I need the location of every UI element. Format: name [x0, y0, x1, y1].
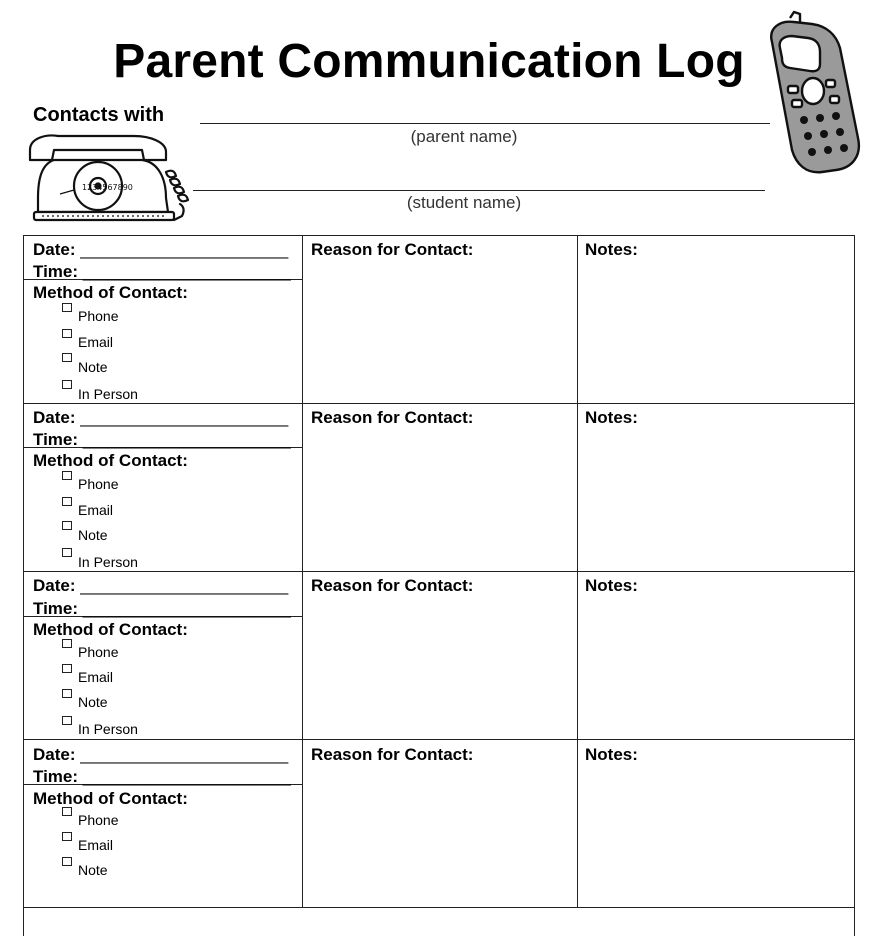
date-label: Date:: [33, 576, 76, 595]
page-title: Parent Communication Log: [113, 35, 745, 88]
parent-name-line[interactable]: [200, 123, 770, 124]
option-phone-label: Phone: [78, 812, 119, 828]
parent-name-caption: (parent name): [410, 127, 518, 146]
checkbox-email[interactable]: [62, 832, 72, 841]
time-label: Time:: [33, 767, 79, 786]
option-email-label: Email: [78, 837, 114, 853]
notes-label: Notes:: [585, 240, 638, 259]
method-of-contact-label: Method of Contact:: [33, 789, 188, 808]
rotary-phone-icon: [26, 128, 196, 226]
date-field[interactable]: [33, 745, 288, 765]
date-label: Date:: [33, 745, 76, 764]
time-field[interactable]: [33, 767, 291, 787]
cell-phone-icon: [766, 8, 862, 178]
log-table: [23, 235, 855, 936]
checkbox-in-person[interactable]: [62, 380, 72, 389]
checkbox-note[interactable]: [62, 689, 72, 698]
checkbox-phone[interactable]: [62, 807, 72, 816]
notes-label: Notes:: [585, 576, 638, 595]
checkbox-note[interactable]: [62, 353, 72, 362]
phone-dial-digits: 1234567890: [82, 183, 133, 192]
date-blank[interactable]: ______________________: [80, 576, 289, 595]
cellphone-screen: [780, 36, 820, 71]
contacts-label: Contacts with: [33, 104, 165, 126]
log-entry-2: [24, 404, 854, 572]
cellphone-center-button: [802, 78, 824, 104]
option-email-label: Email: [78, 502, 114, 518]
option-note-label: Note: [78, 862, 108, 878]
notes-label: Notes:: [585, 408, 638, 427]
time-blank[interactable]: ______________________: [82, 599, 291, 618]
time-blank[interactable]: ______________________: [82, 430, 291, 449]
option-in-person-label: In Person: [78, 386, 138, 402]
option-phone-label: Phone: [78, 476, 119, 492]
option-in-person-label: In Person: [78, 721, 138, 737]
date-field[interactable]: [33, 240, 288, 260]
option-note-label: Note: [78, 694, 108, 710]
checkbox-email[interactable]: [62, 664, 72, 673]
checkbox-email[interactable]: [62, 329, 72, 338]
date-label: Date:: [33, 240, 76, 259]
option-note-label: Note: [78, 359, 108, 375]
option-phone-label: Phone: [78, 308, 119, 324]
date-blank[interactable]: ______________________: [80, 240, 289, 259]
time-field[interactable]: [33, 430, 291, 450]
option-phone-label: Phone: [78, 644, 119, 660]
reason-for-contact-label: Reason for Contact:: [311, 745, 474, 764]
time-label: Time:: [33, 430, 79, 449]
time-field[interactable]: [33, 262, 291, 282]
checkbox-email[interactable]: [62, 497, 72, 506]
date-field[interactable]: [33, 576, 288, 596]
option-email-label: Email: [78, 334, 114, 350]
phone-handset: [30, 136, 166, 160]
date-field[interactable]: [33, 408, 288, 428]
option-in-person-label: In Person: [78, 554, 138, 570]
date-blank[interactable]: ______________________: [80, 745, 289, 764]
log-entry-1: [24, 236, 854, 404]
time-field[interactable]: [33, 599, 291, 619]
time-label: Time:: [33, 262, 79, 281]
student-name-line[interactable]: [193, 190, 765, 191]
checkbox-note[interactable]: [62, 857, 72, 866]
method-of-contact-label: Method of Contact:: [33, 620, 188, 639]
checkbox-in-person[interactable]: [62, 548, 72, 557]
method-of-contact-label: Method of Contact:: [33, 451, 188, 470]
option-email-label: Email: [78, 669, 114, 685]
log-entry-4: [24, 740, 854, 908]
student-name-caption: (student name): [406, 193, 522, 212]
date-label: Date:: [33, 408, 76, 427]
option-note-label: Note: [78, 527, 108, 543]
time-blank[interactable]: ______________________: [82, 767, 291, 786]
checkbox-phone[interactable]: [62, 639, 72, 648]
reason-for-contact-label: Reason for Contact:: [311, 408, 474, 427]
method-of-contact-label: Method of Contact:: [33, 283, 188, 302]
time-label: Time:: [33, 599, 79, 618]
log-entry-3: [24, 572, 854, 740]
date-blank[interactable]: ______________________: [80, 408, 289, 427]
checkbox-phone[interactable]: [62, 303, 72, 312]
time-blank[interactable]: ______________________: [82, 262, 291, 281]
reason-for-contact-label: Reason for Contact:: [311, 240, 474, 259]
reason-for-contact-label: Reason for Contact:: [311, 576, 474, 595]
checkbox-note[interactable]: [62, 521, 72, 530]
notes-label: Notes:: [585, 745, 638, 764]
checkbox-in-person[interactable]: [62, 716, 72, 725]
checkbox-phone[interactable]: [62, 471, 72, 480]
